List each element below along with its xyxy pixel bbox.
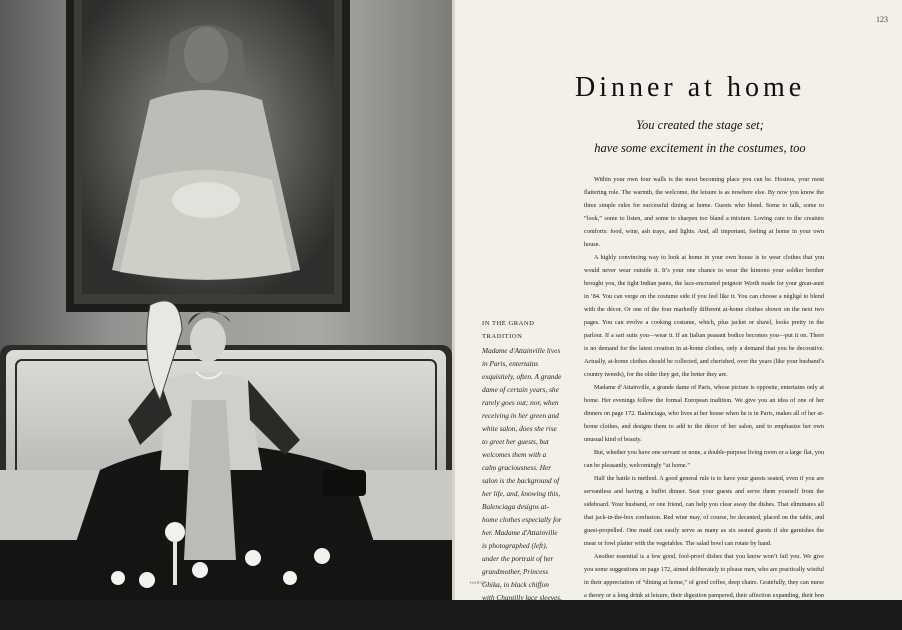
article-body	[584, 173, 824, 628]
article-paragraph: Within your own four walls is the most becoming place you can be. Hostess, your most flattering role. The warmth, the welcome, the leisure is as nowhere else. By now you know the three simple rules for successful dining at home. Guests who blend. Some to talk, some to “look,” some to listen, and some to sharpen too bland a mixture. Loving care to the creature comforts: food, wine, ash trays, and lights. And, all important, feeling at home in your own house.	[584, 176, 824, 248]
photograph	[0, 0, 452, 600]
caption-body: Madame d'Attainville lives in Paris, entertains exquisitely, often. A grande dame of certain years, she rarely goes out; nor, when receiving in her green and white salon, does she rise to greet her guests, but welcomes them with a calm graciousness. Her salon is the background of her life, and, knowing this, Balenciaga designs at-home clothes especially for her. Madame d'Attainville is photographed (left), under the portrait of her grandmother, Princess Ghika, in black chiffon with Chantilly lace sleeves, shoulder-to-hem panel of cool, silvery grey.	[482, 346, 562, 628]
article-paragraph: Another essential is a few good, fool-proof dishes that you know won’t fail you. We give you some suggestions on page 172, aimed deliberately to please men, who are practically wistful in their appreciation of “dining at home,” of good coffee, deep chairs. Gratefully, they can nurse a theory or a long drink at leisure, their digestion pampered, their affection expanding, their bon mots audible. Remember that you, yourself, create that precious circumambience of leisure, comfort, and calm which, paradoxically, seems able to create animation and wit and excitement.	[584, 553, 824, 625]
photo-caption	[482, 317, 562, 630]
article-paragraph: Madame d’Attainville, a grande dame of Paris, whose picture is opposite, entertains only at home. Her evenings follow the formal European tradition. We give you an idea of one of her dinners on page 172. Balenciaga, who lives at her house when he is in Paris, makes all of her at-home clothes, and designs them to add to the décor of her salon, and to emphasize her own unusual kind of beauty.	[584, 384, 824, 443]
photo-credit: HORST	[470, 581, 487, 585]
article-paragraph: But, whether you have one servant or none, a double-purpose living room or a large flat, you can be pleasantly, welcomingly “at home.”	[584, 449, 824, 469]
article-paragraph: A highly convincing way to look at home in your own house is to wear clothes that you would never wear outside it. It’s your one chance to wear the kimono your soldier brother brought you, the tight Indian pants, the lace-encrusted peignoir Worth made for your great-aunt in ’84. You can verge on the costume side if you feel like it. You can choose a négligé to blend with the décor. Or one of the four markedly different at-home clothes shown on the next two pages. You can evolve a cooking costume, which, plus jacket or shawl, looks pretty in the parlour. If a sari suits you—wear it. If an Italian peasant bodice becomes you—put it on. There is no demand for the latest creation in at-home clothes, only a demand that you be decorative. Actually, at-home clothes should be collected, and cherished, over the years (like your husband’s country tweeds), for the older they get, the better they are.	[584, 254, 824, 378]
headline: Dinner at home	[575, 72, 806, 103]
subhead-line-1: You created the stage set;	[636, 118, 764, 132]
article-paragraph: Half the battle is method. A good general rule is to have your guests seated, even if you are servantless and having a buffet dinner. Seat your guests and serve them yourself from the sideboard. Your husband, or one friend, can help you clear away the dishes. That eliminates all that jack-in-the-box confusion. Red wine may, of course, be decanted, placed on the table, and guest-propelled. One maid can easily serve as many as six seated guests if she garnishes the meat or fowl platter with the vegetables. The salad bowl can rotate by hand.	[584, 475, 824, 547]
portrait-painting	[66, 0, 350, 312]
subhead-line-2: have some excitement in the costumes, too	[594, 141, 806, 155]
page-number: 123	[876, 15, 888, 24]
caption-heading: IN THE GRAND TRADITION	[482, 320, 535, 340]
